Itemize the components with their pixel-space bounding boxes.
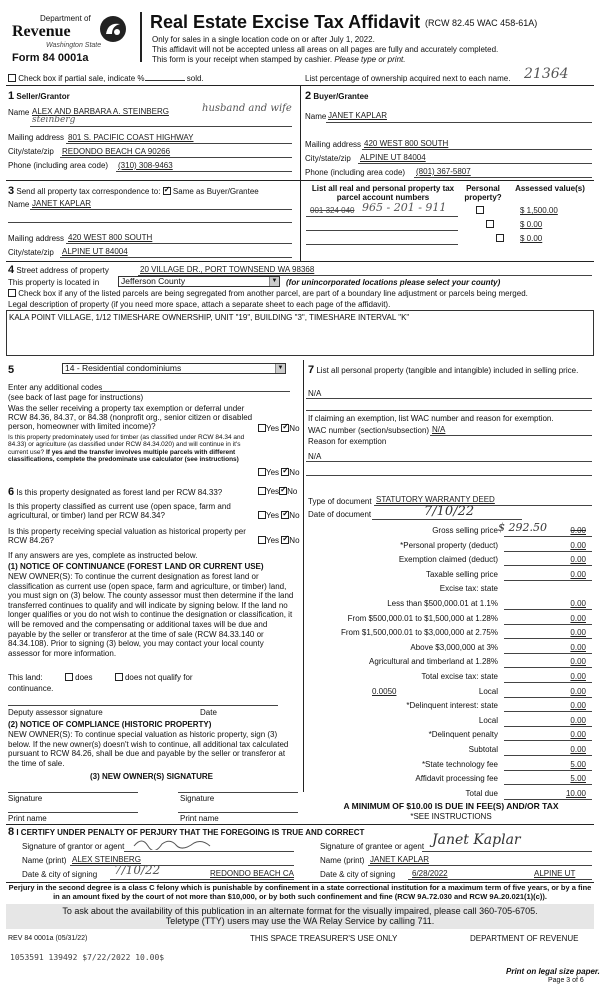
buyer-phone-line [414,177,592,178]
sec8-rule [6,824,594,825]
parcel-col-head: List all real and personal property tax parcel account numbers [311,184,455,203]
accessibility-note: To ask about the availability of this publication in an alternate format for the visually impaired, please call 360-705-6705. Teletype (TTY) users may use the WA Relay Service by calling 711. [6,904,594,929]
wac-value[interactable]: N/A [432,425,446,434]
calc-label: Less than $500,000.01 at 1.1% [387,599,498,608]
col-divider-top [300,85,301,261]
page-number: Page 3 of 6 [548,977,584,984]
header-divider [140,12,142,62]
dor-logo [6,8,136,62]
sec3-name-label: Name [8,200,30,209]
parcel-handwritten[interactable]: 965 - 201 - 911 [362,201,447,214]
sec3-blank-line [8,222,292,223]
sec6-q2-yesno: Yes ✓ No [258,511,300,520]
calc-value[interactable]: 0.00 [570,730,586,739]
doc-type-value[interactable]: STATUTORY WARRANTY DEED [376,495,495,504]
codes-line [100,391,290,392]
calc-value[interactable]: 0.00 [570,570,586,579]
logo-dept: Department of [40,14,91,23]
grantee-date-value[interactable]: 6/28/2022 [412,869,448,878]
notice-2-body: NEW OWNER(S): To continue special valuation as historic property, sign (3) below. If the new owner(s) doesn't wish to continue, all additional tax calculated pursuant to RCW 84.26, shall be due and payable by the seller or transferor at the time of sale. [8,730,289,768]
doc-type-line [374,505,592,506]
doc-type-label: Type of document [308,497,372,506]
calc-line [504,740,592,741]
grantor-name-value[interactable]: ALEX STEINBERG [72,855,141,864]
land-does-not-checkbox[interactable] [115,673,123,681]
doc-date-value[interactable]: 7/10/22 [424,504,475,519]
calc-line [504,770,592,771]
calc-line [504,682,592,683]
logo-revenue: Revenue [12,23,71,40]
seller-addr-label: Mailing address [8,133,65,142]
sec4-street-row: 4 Street address of property [8,264,109,276]
partial-sale-row: Check box if partial sale, indicate % sold. [8,74,204,83]
sec6-q1-no-checkbox[interactable] [279,487,287,495]
parcel-line-1 [306,216,458,217]
sec6-q1-yesno: Yes✓ No [258,487,297,496]
notice-1-heading: (1) NOTICE OF CONTINUANCE (FOREST LAND OR CURRENT USE) [8,562,264,571]
header-line-2: This affidavit will not be accepted unless all areas on all pages are fully and accurately completed. [152,45,499,54]
header-line-1: Only for sales in a single location code on or after July 1, 2022. [152,35,375,44]
sec6-note: If any answers are yes, complete as instructed below. [8,551,198,560]
sec5-q2: Is this property predominately used for timber (as classified under RCW 84.34 and 84.33) or agriculture (as classified under RCW 84.34.020) and will continue in it's current use? If yes and the transfer involves multiple parcels with different classifications, complete the predominate use calculator (see instructions) [8,434,245,464]
assessed-value-1[interactable]: $ 1,500.00 [520,206,558,215]
seller-name-handwritten-2: steinberg [32,115,76,125]
calc-label: Taxable selling price [425,570,498,579]
same-as-buyer-checkbox[interactable] [163,187,171,195]
calc-line [504,667,592,668]
sec3-city-label: City/state/zip [8,248,54,257]
calc-line [504,624,592,625]
owner-sig-label-1: Signature [8,794,43,803]
parcel-line-2 [306,230,458,231]
reason-line-2 [306,475,592,476]
legal-desc-value: KALA POINT VILLAGE, 1/12 TIMESHARE OWNERSHIP, UNIT "19", BUILDING "3", TIMESHARE INTERVAL "K" [9,313,410,322]
land-use-select[interactable] [62,363,286,374]
col-divider-lower [303,360,304,792]
sec7-text: 7 List all personal property (tangible and intangible) included in selling price. [308,364,579,376]
calc-line [504,551,592,552]
sec6-q3: Is this property receiving special valuation as historical property per RCW 84.26? [8,527,246,546]
header-line-3: This form is your receipt when stamped by cashier. Please type or print. [152,55,406,64]
buyer-addr-value[interactable]: 420 WEST 800 SOUTH [364,139,449,148]
calc-line [504,726,592,727]
buyer-phone-value[interactable]: (801) 367-5807 [416,167,471,176]
county-select[interactable] [118,276,280,287]
form-number: Form 84 0001a [12,52,89,64]
calc-label: *State technology fee [421,760,498,769]
sec6-q2-no-checkbox[interactable] [281,511,289,519]
legal-desc-label: Legal description of property (if you need more space, attach a separate sheet to each page of the affidavit). [8,300,391,309]
county-select-value: Jefferson County [121,276,186,286]
calc-value[interactable]: 0.00 [570,628,586,637]
notice-3-heading: (3) NEW OWNER(S) SIGNATURE [90,772,213,781]
receipt-stamp: 1053591 139492 $7/22/2022 10.00$ [10,953,165,962]
local-rate-value[interactable]: 0.0050 [372,687,397,696]
grantor-date-label: Date & city of signing [22,870,98,879]
calc-value[interactable]: 5.00 [570,760,586,769]
calc-line [504,565,592,566]
calc-value[interactable]: 0.00 [570,716,586,725]
grantor-date-line [110,879,294,880]
sec3-name-value[interactable]: JANET KAPLAR [32,199,91,208]
calc-label: Gross selling price [432,526,498,535]
minimum-note: A MINIMUM OF $10.00 IS DUE IN FEE(S) AND/OR TAX [343,801,559,811]
grantor-signature[interactable] [132,834,212,850]
calc-value[interactable]: 0.00 [570,745,586,754]
seller-city-label: City/state/zip [8,147,54,156]
sec3-addr-value[interactable]: 420 WEST 800 SOUTH [68,233,153,242]
grantee-name-value[interactable]: JANET KAPLAR [370,855,429,864]
sec6-q3-yes-checkbox[interactable] [258,536,266,544]
logo-state: Washington State [46,42,102,49]
buyer-addr-line [362,149,592,150]
calc-line [504,653,592,654]
grantee-signature[interactable]: Janet Kaplar [432,832,521,848]
sec4-street-value[interactable]: 20 VILLAGE DR., PORT TOWNSEND WA 98368 [140,265,315,274]
calc-value[interactable]: 5.00 [570,774,586,783]
calc-value[interactable]: 0.00 [570,614,586,623]
continuance-label: continuance. [8,684,54,693]
calc-label: Total due [465,789,498,798]
sec5-q1: Was the seller receiving a property tax exemption or deferral under RCW 84.36, 84.37, or 84.38 (nonprofit org., senior citizen or disabled person, homeowner with limited income)? [8,404,253,432]
legal-desc-box[interactable] [6,310,594,356]
calc-value[interactable]: 0.00 [570,687,586,696]
calc-label: Agricultural and timberland at 1.28% [369,657,498,666]
calc-line [504,784,592,785]
grantee-sig-line [422,851,592,852]
calc-value[interactable]: 0.00 [570,555,586,564]
seller-addr-line [66,143,292,144]
sec4-rule [6,261,594,262]
personal-col-head: Personal property? [464,184,502,203]
reason-label: Reason for exemption [308,437,387,446]
pct-instructions: List percentage of ownership acquired next to each name. [305,74,511,83]
buyer-heading: 2 Buyer/Grantee [305,90,369,102]
seller-heading: 1 Seller/Grantor [8,90,70,102]
doc-date-label: Date of document [308,510,372,519]
calc-label: From $1,500,000.01 to $3,000,000 at 2.75% [340,628,498,637]
calc-label: Excise tax: state [439,584,498,593]
sec5-num: 5 [8,364,15,376]
grantee-name-line [368,865,592,866]
calc-label: Total excise tax: state [421,672,498,681]
notice-1-body: NEW OWNER(S): To continue the current designation as forest land or classification as current use (open space, farm and agriculture, or timber) land, you must sign on (3) below. The county assessor must then determine if the land transferred continues to qualify and will indicate by signing below. If the land no longer qualifies or you do not wish to continue the designation or classification, it will be removed and the compensating or additional taxes will be due and payable by the seller or transferor at the time of sale (RCW 84.33.140 or 84.34.108). Prior to signing (3) below, you may contact your local county assessor for more information. [8,572,294,658]
calc-line [504,711,592,712]
calc-value[interactable]: 0.00 [570,657,586,666]
sec4-uninc-note: (for unincorporated locations please select your county) [286,278,501,287]
grantor-sig-line [124,851,294,852]
grantor-city-value[interactable]: REDONDO BEACH CA [210,869,295,878]
deputy-date-label: Date [200,708,217,717]
sec3-name-line [30,209,292,210]
legal-size-note: Print on legal size paper. [506,967,600,976]
owner-sig-line-2 [178,792,298,793]
grantor-name-line [70,865,294,866]
sec3-addr-line [66,243,292,244]
sec5-q2-no-checkbox[interactable] [281,468,289,476]
grantor-name-label: Name (print) [22,856,67,865]
seller-city-value[interactable]: REDONDO BEACH CA 90266 [62,147,171,156]
buyer-city-line [358,163,592,164]
buyer-name-line [326,122,592,123]
calc-line [504,638,592,639]
sec3-heading: 3 Send all property tax correspondence to: ✓ Same as Buyer/Grantee [8,185,259,198]
rev-number: REV 84 0001a (05/31/22) [8,935,88,942]
calc-label: *Delinquent interest: state [406,701,498,710]
dor-label: DEPARTMENT OF REVENUE [470,934,579,943]
owner-print-label-2: Print name [180,814,219,823]
grantee-date-label: Date & city of signing [320,870,396,879]
owner-print-label-1: Print name [8,814,47,823]
codes-label-2: (see back of last page for instructions) [8,393,144,402]
grantee-name-label: Name (print) [320,856,365,865]
personal-checkbox-3[interactable] [496,234,504,242]
chevron-down-icon: ▼ [269,277,279,286]
assessed-value-2[interactable]: $ 0.00 [520,220,543,229]
exempt-note: If claiming an exemption, list WAC number and reason for exemption. [308,414,554,423]
calc-value[interactable]: 0.00 [570,541,586,550]
chevron-down-icon: ▼ [275,364,285,373]
segregated-checkbox[interactable] [8,289,16,297]
this-land-row: This land: does does not qualify for [8,673,193,682]
partial-sale-checkbox[interactable] [8,74,16,82]
seller-phone-value[interactable]: (310) 308-9463 [118,161,173,170]
assessed-col-head: Assessed value(s) [515,184,585,193]
sec6-q2: Is this property classified as current use (open space, farm and agricultural, or timber) land per RCW 84.34? [8,502,231,521]
sec6-q3-no-checkbox[interactable] [281,536,289,544]
grantee-sig-label: Signature of grantee or agent [320,842,425,851]
perjury-note: Perjury in the second degree is a class C felony which is punishable by confinement in a state correctional institution for a maximum term of five years, or by a fine in an amount fixed by the court of not more than $10,000, or by both such confinement and fine (RCW 9A.72.030 and RCW 9A.20.021(1)(c)). [8,883,592,901]
calc-line [504,609,592,610]
calc-label: *Delinquent penalty [428,730,498,739]
stamp-number: 21364 [524,66,569,82]
calc-line [504,799,592,800]
deputy-label: Deputy assessor signature [8,708,103,717]
sec6-q2-yes-checkbox[interactable] [258,511,266,519]
sec6-q3-yesno: Yes ✓ No [258,536,300,545]
seller-addr-value[interactable]: 801 S. PACIFIC COAST HIGHWAY [68,133,194,142]
seller-name-value[interactable]: ALEX AND BARBARA A. STEINBERG [32,107,169,116]
sec4-located-label: This property is located in [8,278,100,287]
calc-label: Exemption claimed (deduct) [398,555,498,564]
owner-sig-label-2: Signature [180,794,215,803]
calc-line [504,536,592,537]
seller-city-line [60,157,292,158]
grantee-date-line [408,879,592,880]
calc-value[interactable]: 0.00 [570,526,586,535]
sec7-line-2 [306,410,592,411]
calc-value[interactable]: 0.00 [570,672,586,681]
buyer-city-label: City/state/zip [305,154,351,163]
sec5-q2-yesno: Yes ✓ No [258,468,300,477]
sec5-q1-yes-checkbox[interactable] [258,424,266,432]
segregated-row: Check box if any of the listed parcels are being segregated from another parcel, are part of a boundary line adjustment or parcels being merged. [8,289,528,298]
seller-name-handwritten: husband and wife [202,103,292,114]
calc-label: Affidavit processing fee [415,774,498,783]
form-rcw: (RCW 82.45 WAC 458-61A) [425,18,538,28]
seller-phone-label: Phone (including area code) [8,161,109,170]
sec7-na[interactable]: N/A [308,389,322,398]
reason-value[interactable]: N/A [308,452,322,461]
buyer-addr-label: Mailing address [305,140,362,149]
calc-line [504,580,592,581]
seller-name-label: Name [8,108,30,117]
sec6-q1: 6 Is this property designated as forest land per RCW 84.33? [8,486,223,498]
owner-print-line-2 [178,812,298,813]
buyer-phone-label: Phone (including area code) [305,168,406,177]
personal-checkbox-2[interactable] [486,220,494,228]
calc-value[interactable]: 0.00 [570,643,586,652]
sec5-q1-no-checkbox[interactable] [281,424,289,432]
calc-label: *Personal property (deduct) [400,541,498,550]
grantee-city-value[interactable]: ALPINE UT [534,869,576,878]
land-does-checkbox[interactable] [65,673,73,681]
calc-value[interactable]: 0.00 [570,701,586,710]
calc-value[interactable]: 0.00 [570,599,586,608]
codes-label-1: Enter any additional codes [8,383,103,392]
sec6-q1-yes-checkbox[interactable] [258,487,266,495]
mid-rule [6,180,594,181]
reason-line-1 [306,461,592,462]
buyer-name-label: Name [305,112,327,121]
seller-phone-line [116,171,292,172]
personal-checkbox-1[interactable] [476,206,484,214]
calc-label: From $500,000.01 to $1,500,000 at 1.28% [347,614,498,623]
calc-line [504,697,592,698]
land-use-select-value: 14 - Residential condominiums [65,363,182,373]
calc-label: Above $3,000,000 at 3% [410,643,498,652]
calc-line [504,755,592,756]
calc-label: Local [478,687,498,696]
wac-label: WAC number (section/subsection) [308,426,430,435]
owner-sig-line-1 [8,792,138,793]
sec3-addr-label: Mailing address [8,234,65,243]
sec5-q2-yes-checkbox[interactable] [258,468,266,476]
logo-swirl-icon [100,16,126,42]
sec3-city-line [60,257,292,258]
sec5-q1-yesno: Yes ✓ No [258,424,300,433]
doc-date-line [372,519,522,520]
grantor-sig-label: Signature of grantor or agent [22,842,125,851]
grantor-date-value[interactable]: 7/10/22 [114,863,161,877]
parcel-struck: 001 324 040 [310,206,355,215]
buyer-name-value[interactable]: JANET KAPLAR [328,111,387,120]
treasurer-use: THIS SPACE TREASURER'S USE ONLY [250,934,398,943]
deputy-line [8,705,278,706]
gross-price-handwritten: $ 292.50 [498,521,547,534]
notice-2-heading: (2) NOTICE OF COMPLIANCE (HISTORIC PROPERTY) [8,720,212,729]
owner-print-line-1 [8,812,138,813]
sec3-city-value[interactable]: ALPINE UT 84004 [62,247,128,256]
certify-statement: 8 I CERTIFY UNDER PENALTY OF PERJURY THAT THE FOREGOING IS TRUE AND CORRECT [8,826,365,838]
seller-name-line [30,126,292,127]
calc-value[interactable]: 10.00 [565,789,586,798]
wac-line [430,435,592,436]
calc-label: Local [478,716,498,725]
assessed-value-3[interactable]: $ 0.00 [520,234,543,243]
calc-label: Subtotal [468,745,498,754]
sec7-line-1 [306,398,592,399]
see-instructions: *SEE INSTRUCTIONS [410,812,492,821]
parcel-line-3 [306,244,458,245]
form-title: Real Estate Excise Tax Affidavit [150,12,421,32]
buyer-city-value[interactable]: ALPINE UT 84004 [360,153,426,162]
